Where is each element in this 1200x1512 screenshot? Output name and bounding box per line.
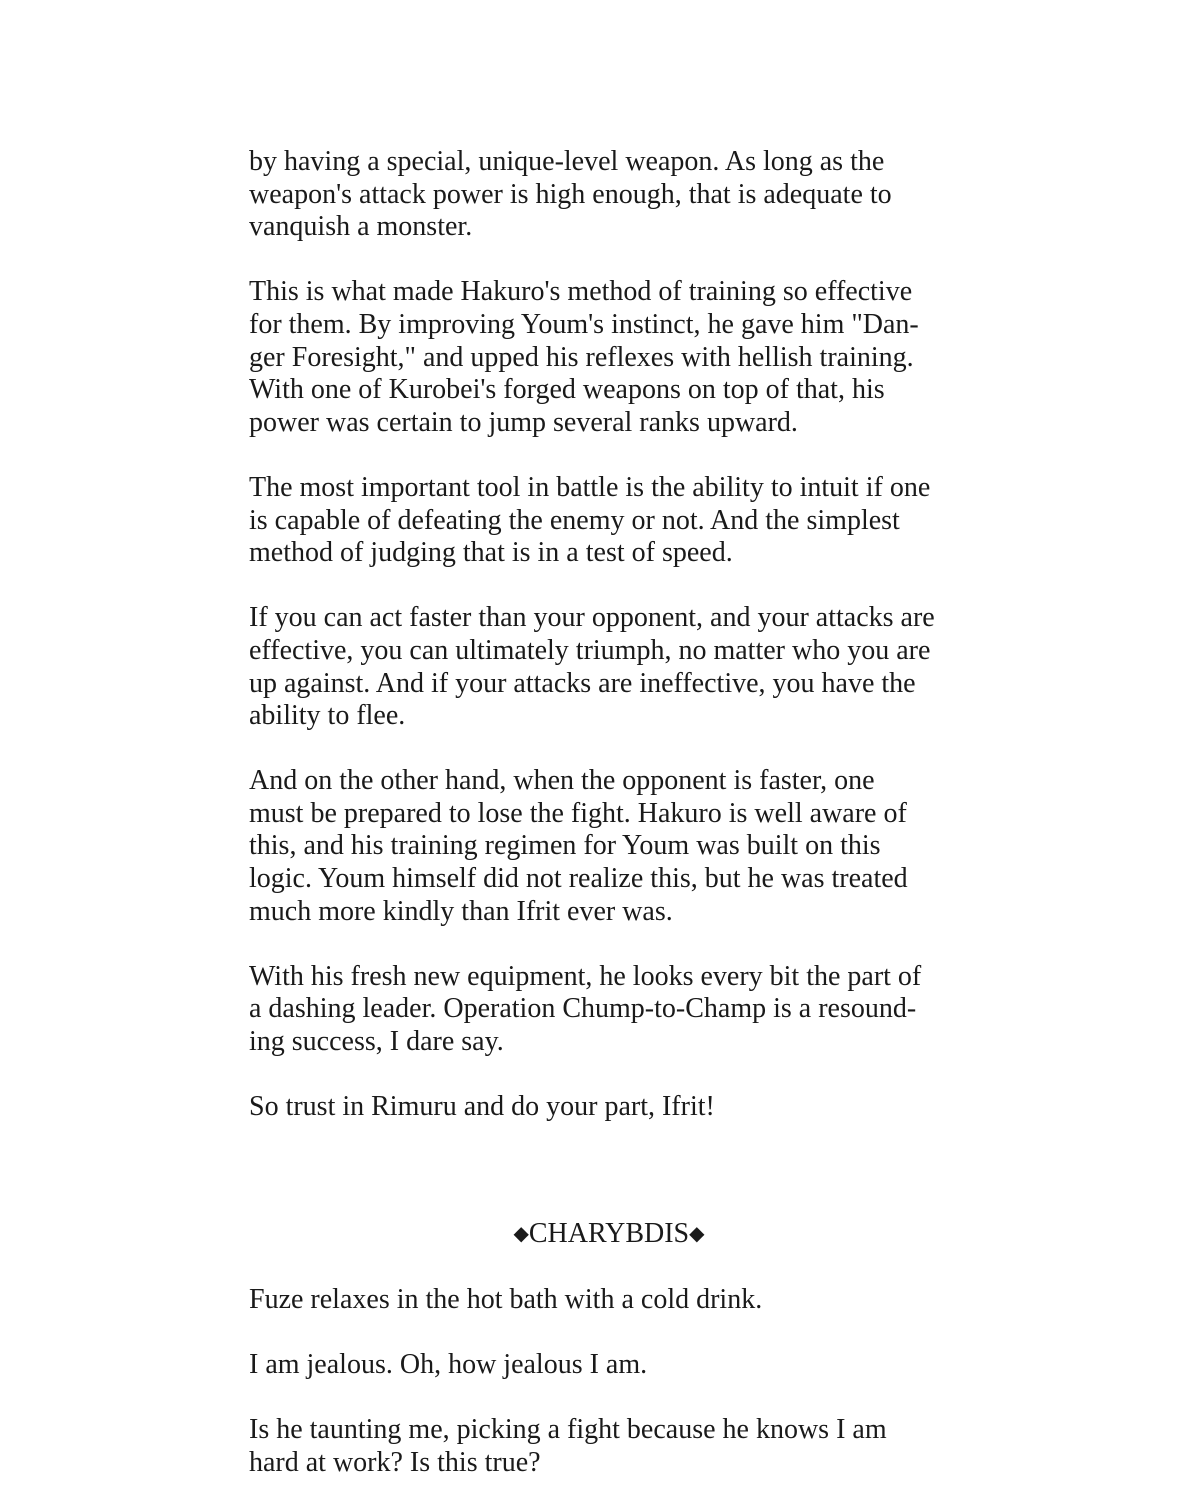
paragraph-7	[249, 1091, 969, 1124]
paragraph-2	[249, 276, 969, 439]
text-line: hard at work? Is this true?	[249, 1446, 541, 1478]
paragraph-9	[249, 1349, 969, 1382]
text-line: If you can act faster than your opponent, and your attacks are	[249, 602, 935, 634]
paragraph-1	[249, 146, 969, 244]
page-text-block	[249, 146, 969, 1156]
text-line: Fuze relaxes in the hot bath with a cold drink.	[249, 1284, 763, 1315]
section-heading	[249, 1218, 969, 1251]
paragraph-4	[249, 602, 969, 732]
text-line: effective, you can ultimately triumph, no matter who you are	[249, 634, 931, 666]
text-line: I am jealous. Oh, how jealous I am.	[249, 1349, 648, 1381]
text-line: up against. And if your attacks are ineffective, you have the	[249, 667, 916, 699]
text-line: With one of Kurobei's forged weapons on top of that, his	[249, 374, 885, 406]
text-line: much more kindly than Ifrit ever was.	[249, 895, 673, 927]
text-line: And on the other hand, when the opponent is faster, one	[249, 765, 875, 797]
text-line: This is what made Hakuro's method of training so effective	[249, 276, 913, 308]
paragraph-6	[249, 961, 969, 1059]
section-title: CHARYBDIS	[528, 1218, 690, 1249]
text-line: weapon's attack power is high enough, that is adequate to	[249, 178, 892, 210]
text-line: So trust in Rimuru and do your part, Ifrit!	[249, 1091, 715, 1123]
text-line: for them. By improving Youm's instinct, he gave him "Dan-	[249, 308, 919, 340]
text-line: ability to flee.	[249, 700, 406, 732]
text-line: logic. Youm himself did not realize this, but he was treated	[249, 863, 908, 895]
paragraph-5	[249, 765, 969, 928]
text-line: a dashing leader. Operation Chump-to-Champ is a resound-	[249, 993, 917, 1025]
paragraph-3	[249, 472, 969, 570]
text-line: method of judging that is in a test of speed.	[249, 537, 733, 569]
text-line: Is he taunting me, picking a fight because he knows I am	[249, 1414, 887, 1446]
page-text-block-2	[249, 1284, 969, 1512]
text-line: With his fresh new equipment, he looks every bit the part of	[249, 960, 922, 992]
text-line: ing success, I dare say.	[249, 1026, 504, 1058]
text-line: The most important tool in battle is the ability to intuit if one	[249, 471, 931, 503]
text-line: must be prepared to lose the fight. Hakuro is well aware of	[249, 797, 907, 829]
text-line: power was certain to jump several ranks upward.	[249, 406, 798, 438]
text-line: vanquish a monster.	[249, 211, 473, 243]
diamond-left-icon: ◆	[513, 1223, 529, 1245]
paragraph-10	[249, 1414, 969, 1479]
text-line: by having a special, unique-level weapon. As long as the	[249, 146, 885, 177]
text-line: ger Foresight," and upped his reflexes with hellish training.	[249, 341, 914, 373]
diamond-right-icon: ◆	[689, 1223, 705, 1245]
text-line: this, and his training regimen for Youm was built on this	[249, 830, 881, 862]
text-line: is capable of defeating the enemy or not. And the simplest	[249, 504, 900, 536]
paragraph-8	[249, 1284, 969, 1317]
